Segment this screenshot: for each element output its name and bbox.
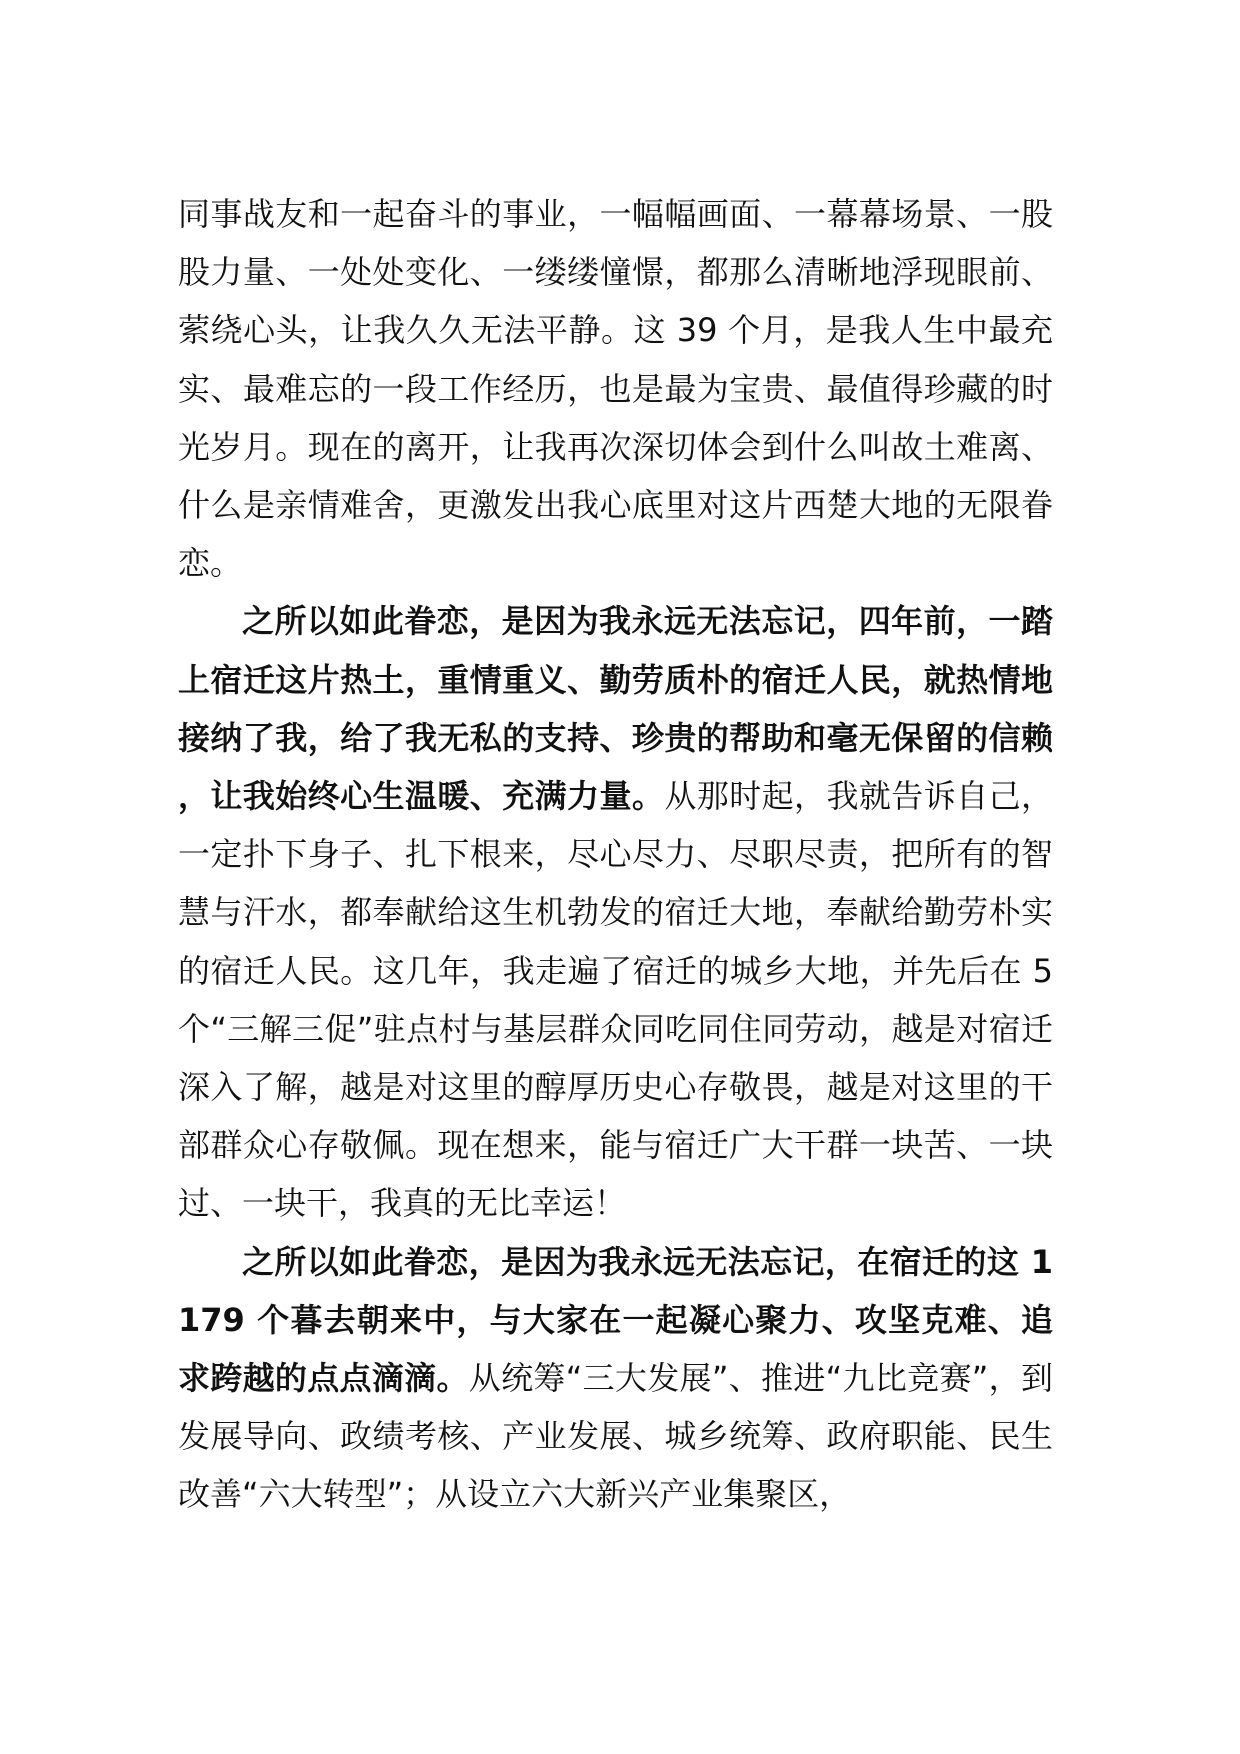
paragraph-2-text: 从那时起，我就告诉自己，一定扑下身子、扎下根来，尽心尽力、尽职尽责，把所有的智慧与汗水，都奉献给这生机勃发的宿迁大地，奉献给勤劳朴实的宿迁人民。这几年，我走遍了宿迁的城乡大地，并先后在 5 个“三解三促”驻点村与基层群众同吃同住同劳动，越是对宿迁深入了解，越是对这里的醇厚历史心存敬畏，越是对这里的干部群众心存敬佩。现在想来，能与宿迁广大干群一块苦、一块过、一块干，我真的无比幸运！ — [178, 777, 1053, 1223]
paragraph-1-text: 同事战友和一起奋斗的事业，一幅幅画面、一幕幕场景、一股股力量、一处处变化、一缕缕憧憬，都那么清晰地浮现眼前、萦绕心头，让我久久无法平静。这 39 个月，是我人生中最充实、最难忘的一段工作经历，也是最为宝贵、最值得珍藏的时光岁月。现在的离开，让我再次深切体会到什么叫故土难离、什么是亲情难舍，更激发出我心底里对这片西楚大地的无限眷恋。 — [178, 195, 1053, 583]
paragraph-2-bold-lead: 之所以如此眷恋，是因为我永远无法忘记，四年前，一踏上宿迁这片热土，重情重义、勤劳质朴的宿迁人民，就热情地接纳了我，给了我无私的支持、珍贵的帮助和毫无保留的信赖，让我始终心生温暖、充满力量。 — [178, 602, 1053, 816]
document-body — [178, 185, 1053, 1524]
paragraph-2 — [178, 592, 1053, 1232]
paragraph-3-bold-lead: 之所以如此眷恋，是因为我永远无法忘记，在宿迁的这 1179 个暮去朝来中，与大家在一起凝心聚力、攻坚克难、追求跨越的点点滴滴。 — [178, 1242, 1053, 1398]
paragraph-3 — [178, 1233, 1053, 1524]
paragraph-3-text: 从统筹“三大发展”、推进“九比竞赛”，到发展导向、政绩考核、产业发展、城乡统筹、政府职能、民生改善“六大转型”；从设立六大新兴产业集聚区， — [178, 1359, 1053, 1514]
paragraph-1 — [178, 185, 1053, 592]
